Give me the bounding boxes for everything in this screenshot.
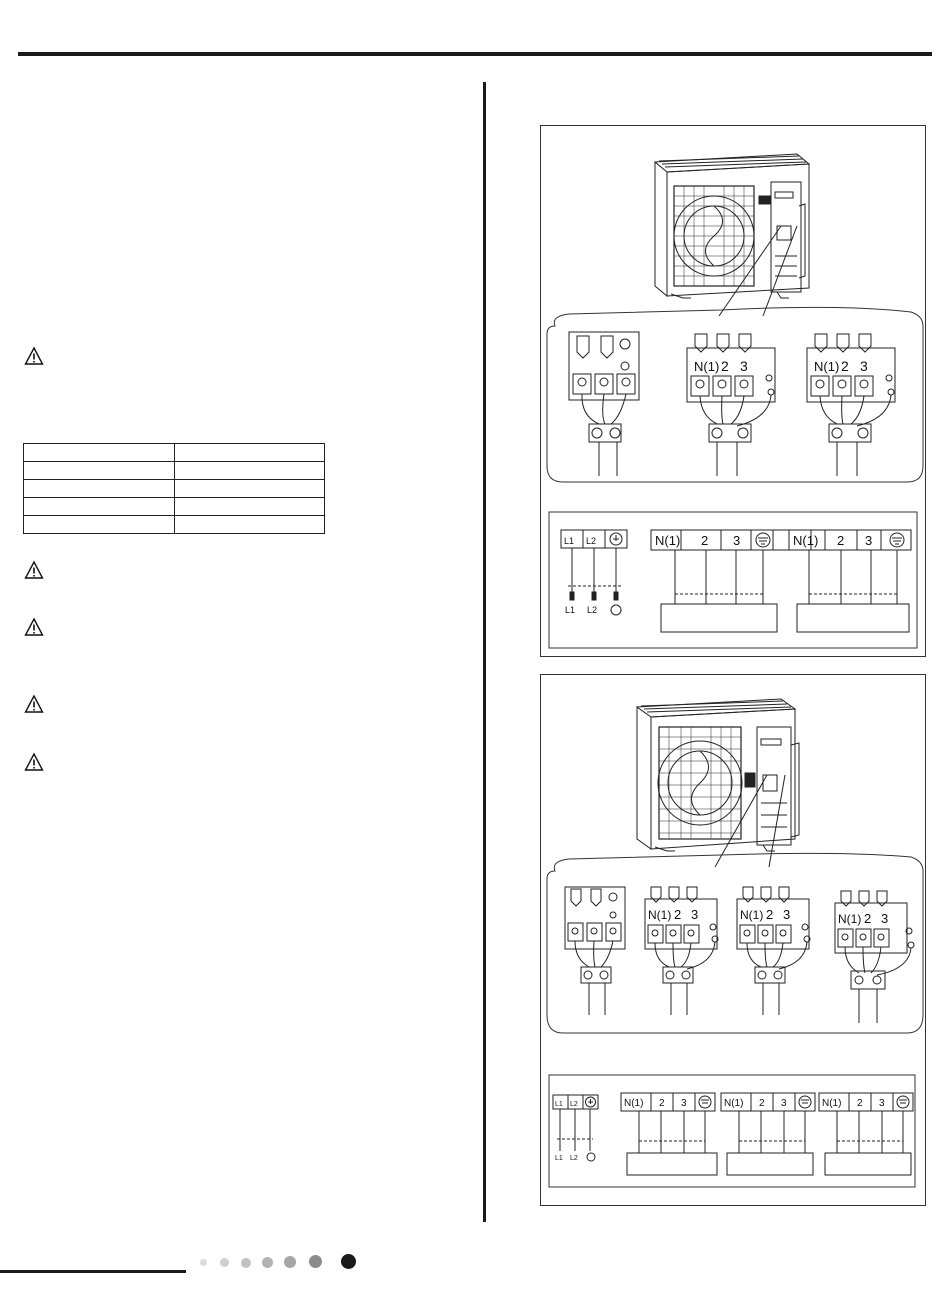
wiring-schematic-box	[549, 1075, 915, 1187]
terminal-label: L1	[564, 536, 575, 546]
warning-triangle-icon	[24, 617, 44, 637]
table-cell	[24, 498, 175, 516]
outdoor-unit-illustration	[637, 699, 799, 867]
terminal-label: 2	[674, 907, 682, 922]
indoor-terminal-block-1	[645, 887, 718, 1015]
page-dot	[200, 1259, 207, 1266]
table-cell	[174, 516, 325, 534]
terminal-label: N(1)	[648, 908, 672, 922]
lead-label: L1	[565, 605, 576, 615]
warning-triangle-icon	[24, 560, 44, 580]
terminal-label: 2	[864, 911, 872, 926]
table-cell	[174, 444, 325, 462]
power-terminal-block	[569, 332, 639, 476]
table-row	[24, 462, 325, 480]
table-cell	[24, 516, 175, 534]
terminal-label: 3	[691, 907, 699, 922]
spec-table	[23, 443, 325, 534]
table-cell	[174, 480, 325, 498]
warning-triangle-icon	[24, 694, 44, 714]
terminal-label: 2	[659, 1098, 665, 1109]
page-dot-active	[341, 1254, 356, 1269]
table-cell	[174, 462, 325, 480]
terminal-label: L2	[570, 1101, 578, 1108]
terminal-label: 2	[837, 533, 845, 548]
terminal-label: N(1)	[793, 533, 819, 548]
terminal-label: N(1)	[694, 359, 720, 374]
indoor-terminal-block-2	[807, 334, 895, 476]
table-cell	[24, 480, 175, 498]
wiring-figure-top	[540, 125, 926, 657]
terminal-label: 2	[841, 358, 849, 374]
table-row	[24, 516, 325, 534]
terminal-label: N(1)	[740, 908, 764, 922]
table-row	[24, 498, 325, 516]
indoor-terminal-block-2	[737, 887, 810, 1015]
lead-label: L2	[570, 1155, 578, 1162]
terminal-label: N(1)	[624, 1098, 644, 1109]
terminal-label: L1	[555, 1101, 563, 1108]
wiring-figure-top-drawing	[541, 126, 925, 656]
wiring-figure-bottom	[540, 674, 926, 1206]
terminal-label: N(1)	[838, 912, 862, 926]
warning-triangle-icon	[24, 346, 44, 366]
lead-label: L1	[555, 1155, 563, 1162]
lead-label: L2	[587, 605, 598, 615]
table-row	[24, 444, 325, 462]
terminal-label: 2	[721, 358, 729, 374]
page-dot	[220, 1258, 229, 1267]
warning-triangle-icon	[24, 752, 44, 772]
wiring-figure-bottom-drawing	[541, 675, 925, 1205]
terminal-label: 3	[879, 1098, 885, 1109]
terminal-label: 2	[766, 907, 774, 922]
footer-rule	[0, 1270, 186, 1273]
terminal-label: 3	[681, 1098, 687, 1109]
page-dot	[284, 1256, 296, 1268]
column-divider	[483, 82, 486, 1222]
terminal-label: 2	[857, 1098, 863, 1109]
terminal-label: L2	[586, 536, 597, 546]
top-rule	[18, 52, 932, 56]
terminal-label: 3	[881, 911, 889, 926]
terminal-label: N(1)	[724, 1098, 744, 1109]
indoor-terminal-block-3	[835, 891, 914, 1023]
indoor-terminal-block-1	[687, 334, 775, 476]
terminal-label: 3	[733, 533, 741, 548]
terminal-label: 3	[740, 358, 748, 374]
terminal-label: 3	[781, 1098, 787, 1109]
table-cell	[24, 444, 175, 462]
page-dot	[262, 1257, 273, 1268]
outdoor-unit-illustration	[655, 154, 809, 316]
table-cell	[24, 462, 175, 480]
page-dot	[241, 1258, 251, 1268]
terminal-label: N(1)	[814, 359, 840, 374]
table-cell	[174, 498, 325, 516]
table-row	[24, 480, 325, 498]
terminal-label: 3	[860, 358, 868, 374]
power-terminal-block	[565, 887, 625, 1015]
terminal-label: 2	[701, 533, 709, 548]
terminal-label: 2	[759, 1098, 765, 1109]
page-dot	[309, 1255, 322, 1268]
page-indicator	[196, 1254, 366, 1270]
terminal-label: N(1)	[655, 533, 681, 548]
terminal-label: 3	[783, 907, 791, 922]
terminal-label: 3	[865, 533, 873, 548]
terminal-label: N(1)	[822, 1098, 842, 1109]
